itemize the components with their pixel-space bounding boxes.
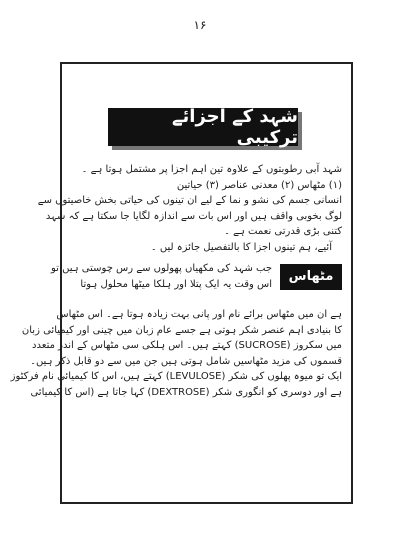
body-line: ہے اور دوسری کو انگوری شکر (DEXTROSE) کہا جاتا ہے (اس کا کیمیائی <box>30 386 342 398</box>
body-line: کا بنیادی اہم عنصر شکر ہوتی ہے جسے عام زبان میں چینی اور کیمیائی زبان <box>21 324 342 336</box>
intro-line: آئیے، ہم تینوں اجزا کا بالتفصیل جائزہ لیں ۔ <box>150 241 332 253</box>
chapter-title: شہد کے اجزائے ترکیبی <box>171 106 298 148</box>
body-line: ایک تو میوہ پھلوں کی شکر (LEVULOSE) کہتے ہیں، اس کا کیمیائی نام فرکٹوز <box>10 371 342 382</box>
sweetness-section-header <box>51 261 342 307</box>
body-line: میں سکروز (SUCROSE) کہتے ہیں۔ اس ہلکی سی مٹھاس کے اندر متعدد <box>32 340 342 351</box>
body-line: ہے ان میں مٹھاس برائے نام اور پانی بہت زیادہ ہوتا ہے۔ اس مٹھاس <box>56 309 342 320</box>
section-side-line: جب شہد کی مکھیاں پھولوں سے رس چوستی ہیں تو <box>51 263 272 274</box>
section-side-line: اس وقت یہ ایک پتلا اور ہلکا میٹھا محلول ہوتا <box>80 278 272 290</box>
section-label-sweetness: مٹھاس <box>280 264 342 290</box>
component-list: (۱) مٹھاس (۲) معدنی عناصر (۳) حیاتین <box>176 179 342 191</box>
intro-line: لوگ بخوبی واقف ہیں اور اس بات سے اندازہ لگایا جا سکتا ہے کہ شہد <box>45 210 342 222</box>
page-body <box>10 162 342 400</box>
body-line: قسموں کی مزید مٹھاسیں شامل ہوتی ہیں جن میں سے دو قابل ذکر ہیں۔ <box>30 355 342 367</box>
intro-line: انسانی جسم کی نشو و نما کے لیے ان تینوں کی حیاتی بخش خاصیتوں سے <box>37 195 342 206</box>
intro-line: کتنی بڑی قدرتی نعمت ہے ۔ <box>224 226 342 237</box>
chapter-title-banner <box>108 108 298 146</box>
page-number: ۱۶ <box>193 18 207 32</box>
intro-line: شہد آبی رطوبتوں کے علاوہ تین اہم اجزا پر مشتمل ہوتا ہے ۔ <box>81 164 342 175</box>
section-side-text <box>51 261 272 292</box>
